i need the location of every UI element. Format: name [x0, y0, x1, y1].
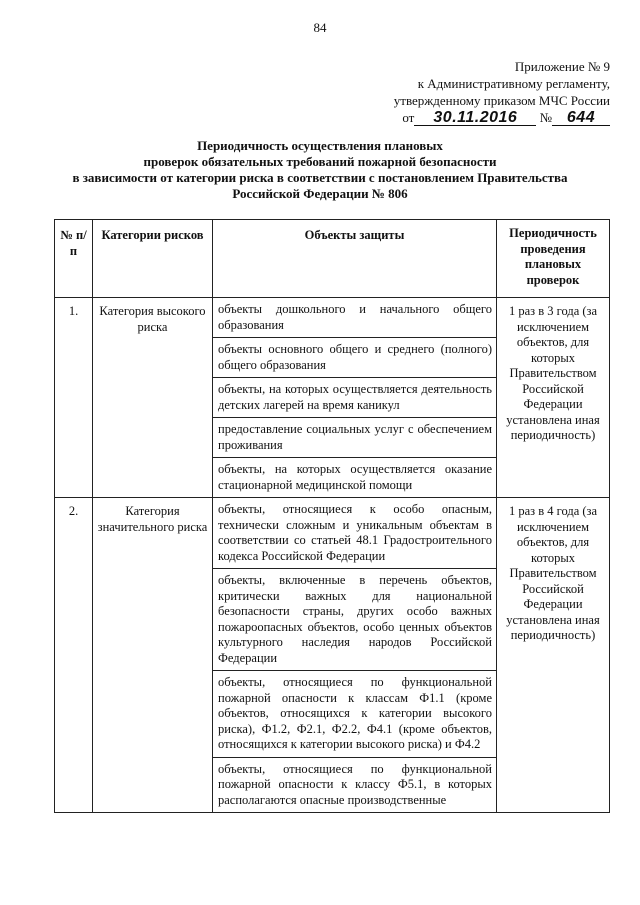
page-number: 84: [313, 20, 327, 35]
appendix-title: Приложение № 9: [514, 59, 610, 74]
table-header-row: [55, 220, 610, 298]
header-periodicity: Периодичность проведения плановых проверок: [497, 220, 610, 298]
header-objects: Объекты защиты: [213, 220, 497, 298]
order-date: 30.11.2016: [414, 110, 536, 126]
object-item: объекты, включенные в перечень объектов, критически важных для национальной безопасности страны, других особо важных пожароопасных объектов, особо ценных объектов культурного наследия народов Российской Федерации: [213, 569, 496, 671]
object-item: объекты, относящиеся по функциональной пожарной опасности к классу Ф5.1, в которых располагаются опасные производственные: [218, 761, 492, 807]
risk-category: Категория значительного риска: [93, 498, 213, 813]
object-item: объекты, относящиеся по функциональной пожарной опасности к классам Ф1.1 (кроме объектов, относящихся к категории высокого риска), Ф1.2, Ф2.1, Ф2.2, Ф4.1 (кроме объектов, относящихся к категории высокого риска) и Ф4.2: [213, 671, 496, 758]
periodicity-table: [54, 219, 610, 813]
objects-cell: [213, 498, 497, 813]
appendix-regulation: к Административному регламенту,: [417, 76, 610, 91]
object-item: объекты основного общего и среднего (полного) общего образования: [213, 338, 496, 378]
table-row: [55, 298, 610, 498]
title-line-3: в зависимости от категории риска в соответствии с постановлением Правительства: [72, 170, 568, 185]
periodicity-value: 1 раз в 3 года (за исключением объектов, для которых Правительством Российской Федерации установлена иная периодичность): [497, 298, 610, 498]
title-line-1: Периодичность осуществления плановых: [197, 138, 443, 153]
periodicity-value: 1 раз в 4 года (за исключением объектов, для которых Правительством Российской Федерации установлена иная периодичность): [497, 498, 610, 813]
row-number: 2.: [55, 498, 93, 813]
title-line-2: проверок обязательных требований пожарной безопасности: [143, 154, 497, 169]
object-item: объекты, относящиеся к особо опасным, технически сложным и уникальным объектам в соответствии со статьей 48.1 Градостроительного кодекса Российской Федерации: [213, 498, 496, 569]
appendix-header: [250, 58, 610, 126]
header-category: Категории рисков: [93, 220, 213, 298]
object-item: объекты дошкольного и начального общего образования: [213, 298, 496, 338]
row-number: 1.: [55, 298, 93, 498]
appendix-approved-by: утвержденному приказом МЧС России: [393, 93, 610, 108]
header-num: № п/п: [55, 220, 93, 298]
from-label: от: [402, 110, 415, 125]
document-title: [40, 138, 600, 202]
object-item: предоставление социальных услуг с обеспечением проживания: [213, 418, 496, 458]
order-date-line: [250, 109, 610, 126]
risk-category: Категория высокого риска: [93, 298, 213, 498]
objects-cell: [213, 298, 497, 498]
title-line-4: Российской Федерации № 806: [232, 186, 408, 201]
table-row: [55, 498, 610, 813]
object-item: объекты, на которых осуществляется деятельность детских лагерей на время каникул: [213, 378, 496, 418]
object-item: объекты, на которых осуществляется оказание стационарной медицинской помощи: [218, 462, 492, 492]
order-number: 644: [552, 110, 610, 126]
number-label: №: [539, 110, 552, 125]
